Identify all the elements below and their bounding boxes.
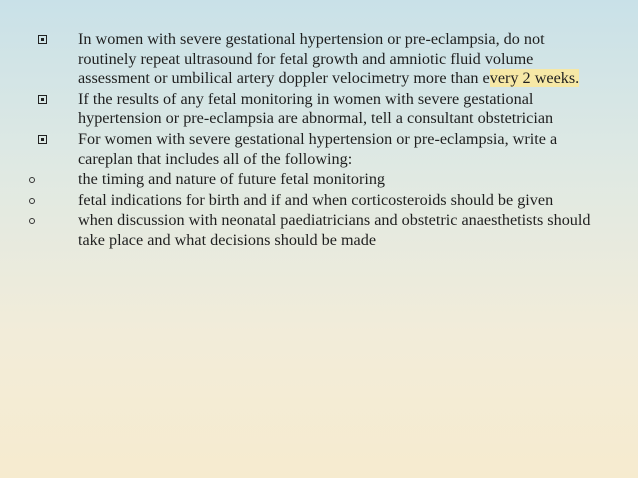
bullet-item	[0, 130, 638, 169]
bullet-item	[0, 90, 638, 129]
bullet-text: If the results of any fetal monitoring in women with severe gestational hypertension or pre-eclampsia are abnormal, tell a consultant obstetrician	[78, 89, 554, 128]
sub-bullet-text: when discussion with neonatal paediatricians and obstetric anaesthetists should take place and what decisions should be made	[78, 211, 591, 249]
bullet-text: For women with severe gestational hypertension or pre-eclampsia, write a careplan that includes all of the following:	[78, 129, 558, 168]
square-bullet-icon	[38, 135, 47, 144]
sub-bullet-text: the timing and nature of future fetal monitoring	[78, 170, 386, 189]
circle-bullet-icon	[29, 218, 35, 224]
circle-bullet-icon	[29, 177, 35, 183]
sub-bullet-item	[0, 191, 638, 211]
bullet-item	[0, 30, 638, 89]
circle-bullet-icon	[29, 198, 35, 204]
bullet-list	[0, 30, 638, 252]
sub-bullet-item	[0, 170, 638, 190]
highlighted-text: very 2 weeks.	[489, 69, 580, 88]
sub-bullet-text: fetal indications for birth and if and when corticosteroids should be given	[78, 190, 554, 209]
sub-bullet-item	[0, 211, 638, 250]
bullet-text: In women with severe gestational hypertension or pre-eclampsia, do not routinely repeat ultrasound for fetal growth and amniotic fluid volume assessment or umbilical artery doppler velocimetry more than e	[78, 30, 545, 88]
square-bullet-icon	[38, 35, 47, 44]
square-bullet-icon	[38, 95, 47, 104]
